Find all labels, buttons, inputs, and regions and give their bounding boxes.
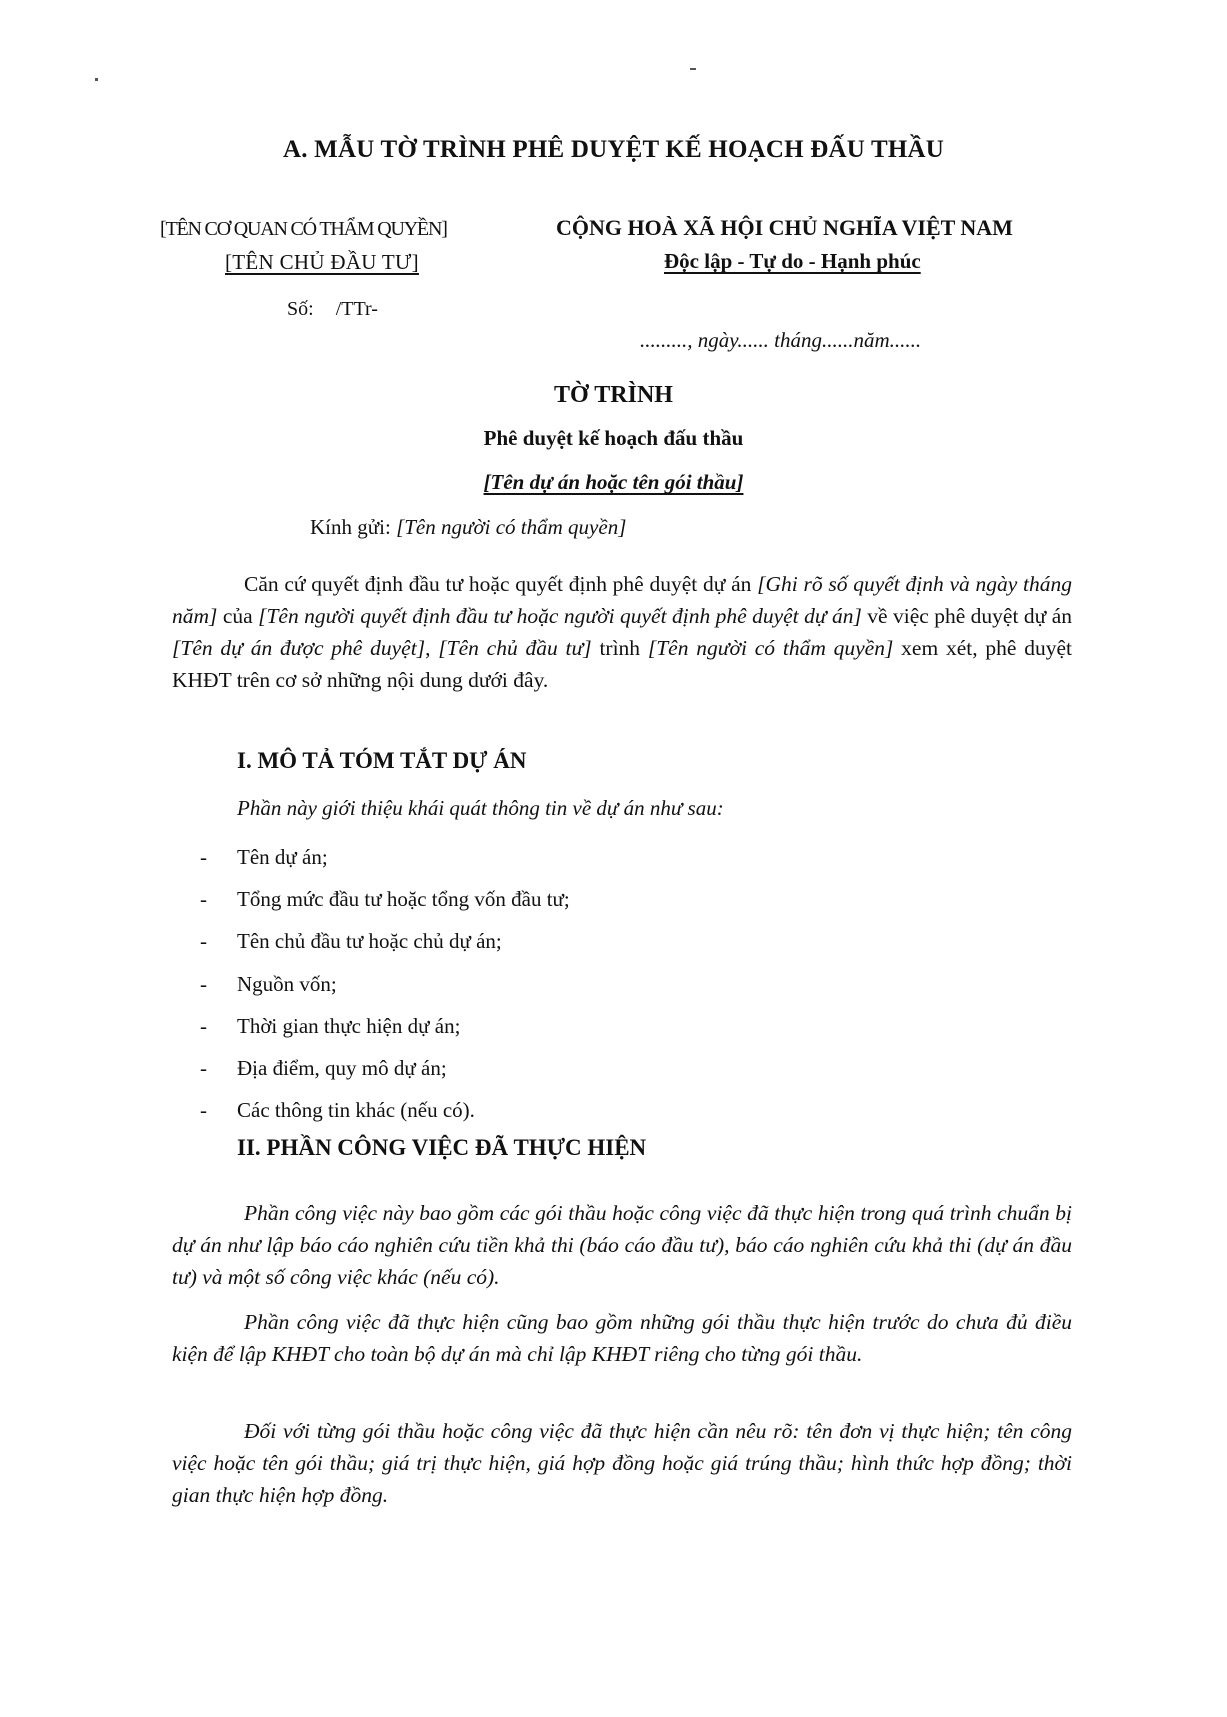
section-1-intro: Phần này giới thiệu khái quát thông tin về dự án như sau: xyxy=(237,796,724,820)
section-1-heading: I. MÔ TẢ TÓM TẮT DỰ ÁN xyxy=(237,748,527,773)
national-motto xyxy=(0,249,1227,274)
bullet-dash: - xyxy=(200,845,207,869)
intro-placeholder: [Tên chủ đầu tư] xyxy=(438,636,592,660)
list-item-text: Tổng mức đầu tư hoặc tổng vốn đầu tư; xyxy=(237,887,570,912)
intro-text: về việc phê duyệt dự án xyxy=(861,604,1072,628)
number-code: /TTr- xyxy=(335,298,378,320)
bullet-dash: - xyxy=(200,971,207,996)
section-2-paragraph: Phần công việc này bao gồm các gói thầu hoặc công việc đã thực hiện trong quá trình chuẩn bị dự án như lập báo cáo nghiên cứu tiền khả thi (báo cáo đầu tư), báo cáo nghiên cứu khả thi (dự án đầu tư) và một số công việc khác (nếu có). xyxy=(172,1201,1072,1289)
dateline: ........., ngày...... tháng......năm...... xyxy=(640,328,922,352)
intro-placeholder: [Tên dự án được phê duyệt] xyxy=(172,636,426,660)
list-item xyxy=(200,920,570,962)
document-subject: Phê duyệt kế hoạch đấu thầu xyxy=(483,426,744,450)
bullet-dash: - xyxy=(200,1098,207,1123)
national-motto-text: Độc lập - Tự do - Hạnh phúc xyxy=(664,249,921,273)
intro-placeholder: [Tên người quyết định đầu tư hoặc người quyết định phê duyệt dự án] xyxy=(258,604,862,628)
bullet-dash: - xyxy=(200,929,207,954)
bullet-dash: - xyxy=(200,887,207,912)
scan-speck xyxy=(690,68,696,70)
list-item xyxy=(200,836,570,878)
investor-name-text: [TÊN CHỦ ĐẦU TƯ] xyxy=(225,250,419,274)
intro-text: của xyxy=(217,604,259,628)
document-project-text: [Tên dự án hoặc tên gói thầu] xyxy=(483,470,744,494)
list-item xyxy=(200,1089,570,1131)
list-item xyxy=(200,1047,570,1089)
list-item-text: Các thông tin khác (nếu có). xyxy=(237,1098,475,1123)
number-label: Số: xyxy=(287,298,314,320)
intro-placeholder: [Ghi rõ số quyết định và ngày tháng năm] xyxy=(172,572,1072,628)
greeting-recipient: [Tên người có thẩm quyền] xyxy=(396,515,627,539)
section-2-paragraph: Đối với từng gói thầu hoặc công việc đã thực hiện cần nêu rõ: tên đơn vị thực hiện; tên công việc hoặc tên gói thầu; giá trị thực hiện, giá hợp đồng hoặc giá trúng thầu; hình thức hợp đồng; thời gian thực hiện hợp đồng. xyxy=(172,1419,1072,1507)
intro-placeholder: [Tên người có thẩm quyền] xyxy=(647,636,894,660)
list-item-text: Thời gian thực hiện dự án; xyxy=(237,1013,461,1038)
list-item xyxy=(200,963,570,1005)
list-item xyxy=(200,878,570,920)
list-item-text: Nguồn vốn; xyxy=(237,971,337,996)
intro-text: Căn cứ quyết định đầu tư hoặc quyết định phê duyệt dự án xyxy=(244,572,758,596)
list-item-text: Địa điểm, quy mô dự án; xyxy=(237,1055,447,1080)
section-2-paragraph: Phần công việc đã thực hiện cũng bao gồm những gói thầu thực hiện trước do chưa đủ điều kiện để lập KHĐT cho toàn bộ dự án mà chỉ lập KHĐT riêng cho từng gói thầu. xyxy=(172,1310,1072,1366)
country-name: CỘNG HOÀ XÃ HỘI CHỦ NGHĨA VIỆT NAM xyxy=(556,215,1013,240)
intro-text: trình xyxy=(591,636,648,660)
document-project xyxy=(0,470,1227,495)
document-number xyxy=(287,298,378,321)
list-item-text: Tên chủ đầu tư hoặc chủ dự án; xyxy=(237,929,502,954)
greeting xyxy=(310,515,626,540)
document-type: TỜ TRÌNH xyxy=(554,382,673,408)
main-title: A. MẪU TỜ TRÌNH PHÊ DUYỆT KẾ HOẠCH ĐẤU THẦU xyxy=(283,136,944,163)
intro-text: xem xét, phê duyệt KHĐT trên cơ sở những nội dung dưới đây. xyxy=(172,636,1073,692)
list-item xyxy=(200,1005,570,1047)
intro-paragraph xyxy=(172,568,1072,696)
greeting-label: Kính gửi: xyxy=(310,515,391,539)
bullet-dash: - xyxy=(200,1055,207,1080)
section-2-heading: II. PHẦN CÔNG VIỆC ĐÃ THỰC HIỆN xyxy=(237,1135,647,1160)
intro-text: , xyxy=(425,636,439,660)
scan-speck xyxy=(95,78,98,81)
project-info-list xyxy=(200,836,570,1131)
bullet-dash: - xyxy=(200,1013,207,1038)
agency-name: [TÊN CƠ QUAN CÓ THẨM QUYỀN] xyxy=(160,218,447,240)
list-item-text: Tên dự án; xyxy=(237,845,328,869)
